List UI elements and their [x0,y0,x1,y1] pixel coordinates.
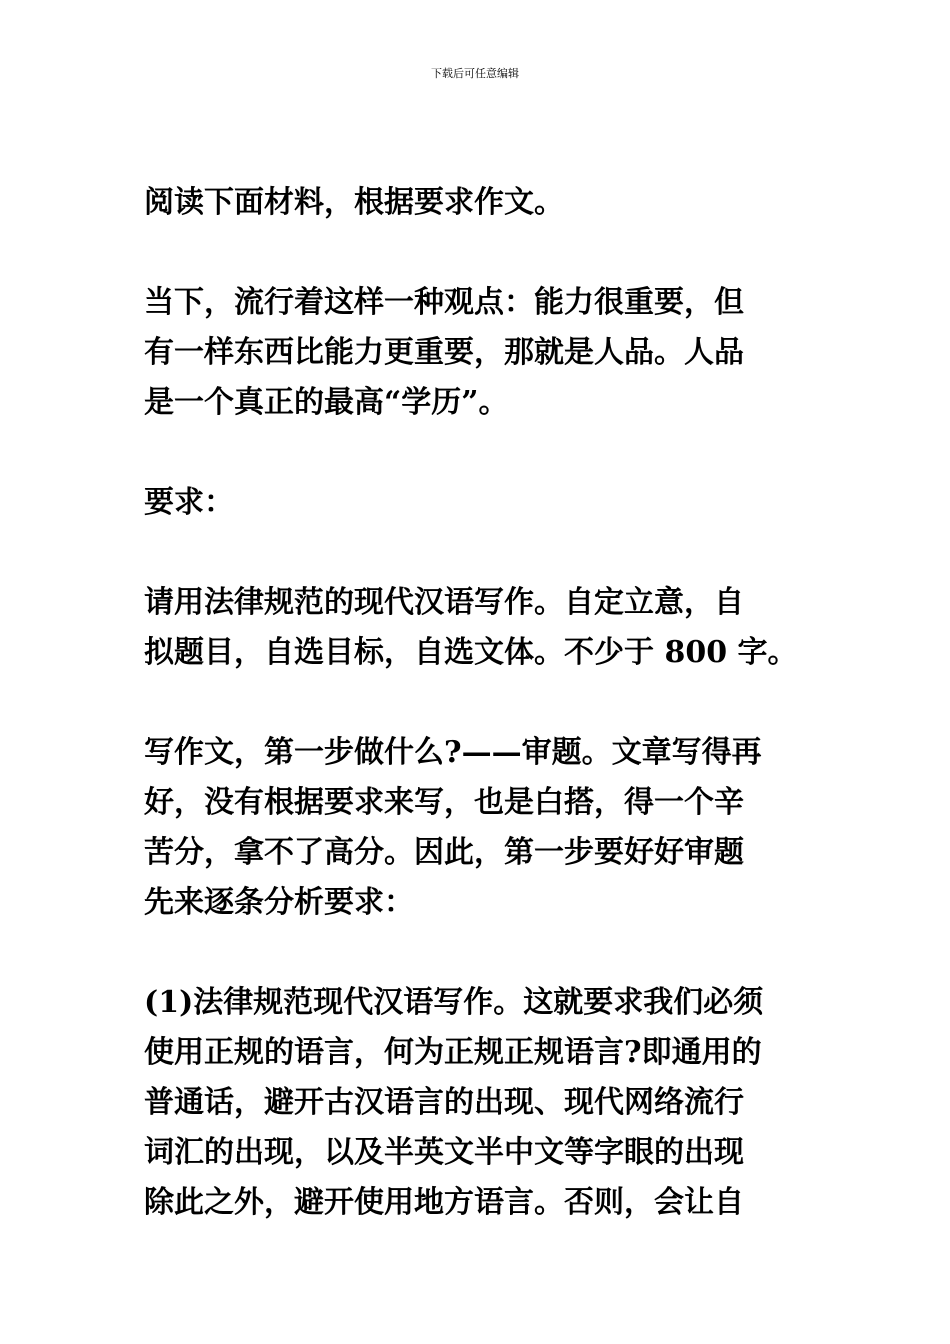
paragraph-analysis-1 [144,978,824,1228]
text-line: 拟题目，自选目标，自选文体。不少于 800 字。 [144,635,798,670]
text-line: 阅读下面材料，根据要求作文。 [144,185,564,220]
text-line: 要求： [144,485,234,520]
text-line: 使用正规的语言，何为正规正规语言?即通用的 [144,1035,762,1070]
text-line: 有一样东西比能力更重要，那就是人品。人品 [144,335,744,370]
text-line: 好，没有根据要求来写，也是白搭，得一个辛 [144,785,744,820]
text-line: 是一个真正的最高“学历”。 [144,385,509,420]
paragraph-prompt-intro [144,178,824,228]
paragraph-requirements [144,578,824,678]
text-line: 除此之外，避开使用地方语言。否则，会让自 [144,1185,744,1220]
text-line: 普通话，避开古汉语言的出现、现代网络流行 [144,1085,744,1120]
page-header: 下载后可任意编辑 [431,67,519,80]
paragraph-step-one [144,728,824,928]
text-line: 请用法律规范的现代汉语写作。自定立意，自 [144,585,744,620]
paragraph-material [144,278,824,428]
text-line: 先来逐条分析要求： [144,885,414,920]
paragraph-requirements-heading [144,478,824,528]
document-body [144,178,824,1278]
text-line: 词汇的出现，以及半英文半中文等字眼的出现 [144,1135,744,1170]
text-line: 当下，流行着这样一种观点：能力很重要，但 [144,285,744,320]
text-line: 苦分，拿不了高分。因此，第一步要好好审题 [144,835,744,870]
text-line: 写作文，第一步做什么?——审题。文章写得再 [144,735,762,770]
text-line: (1)法律规范现代汉语写作。这就要求我们必须 [144,985,764,1020]
